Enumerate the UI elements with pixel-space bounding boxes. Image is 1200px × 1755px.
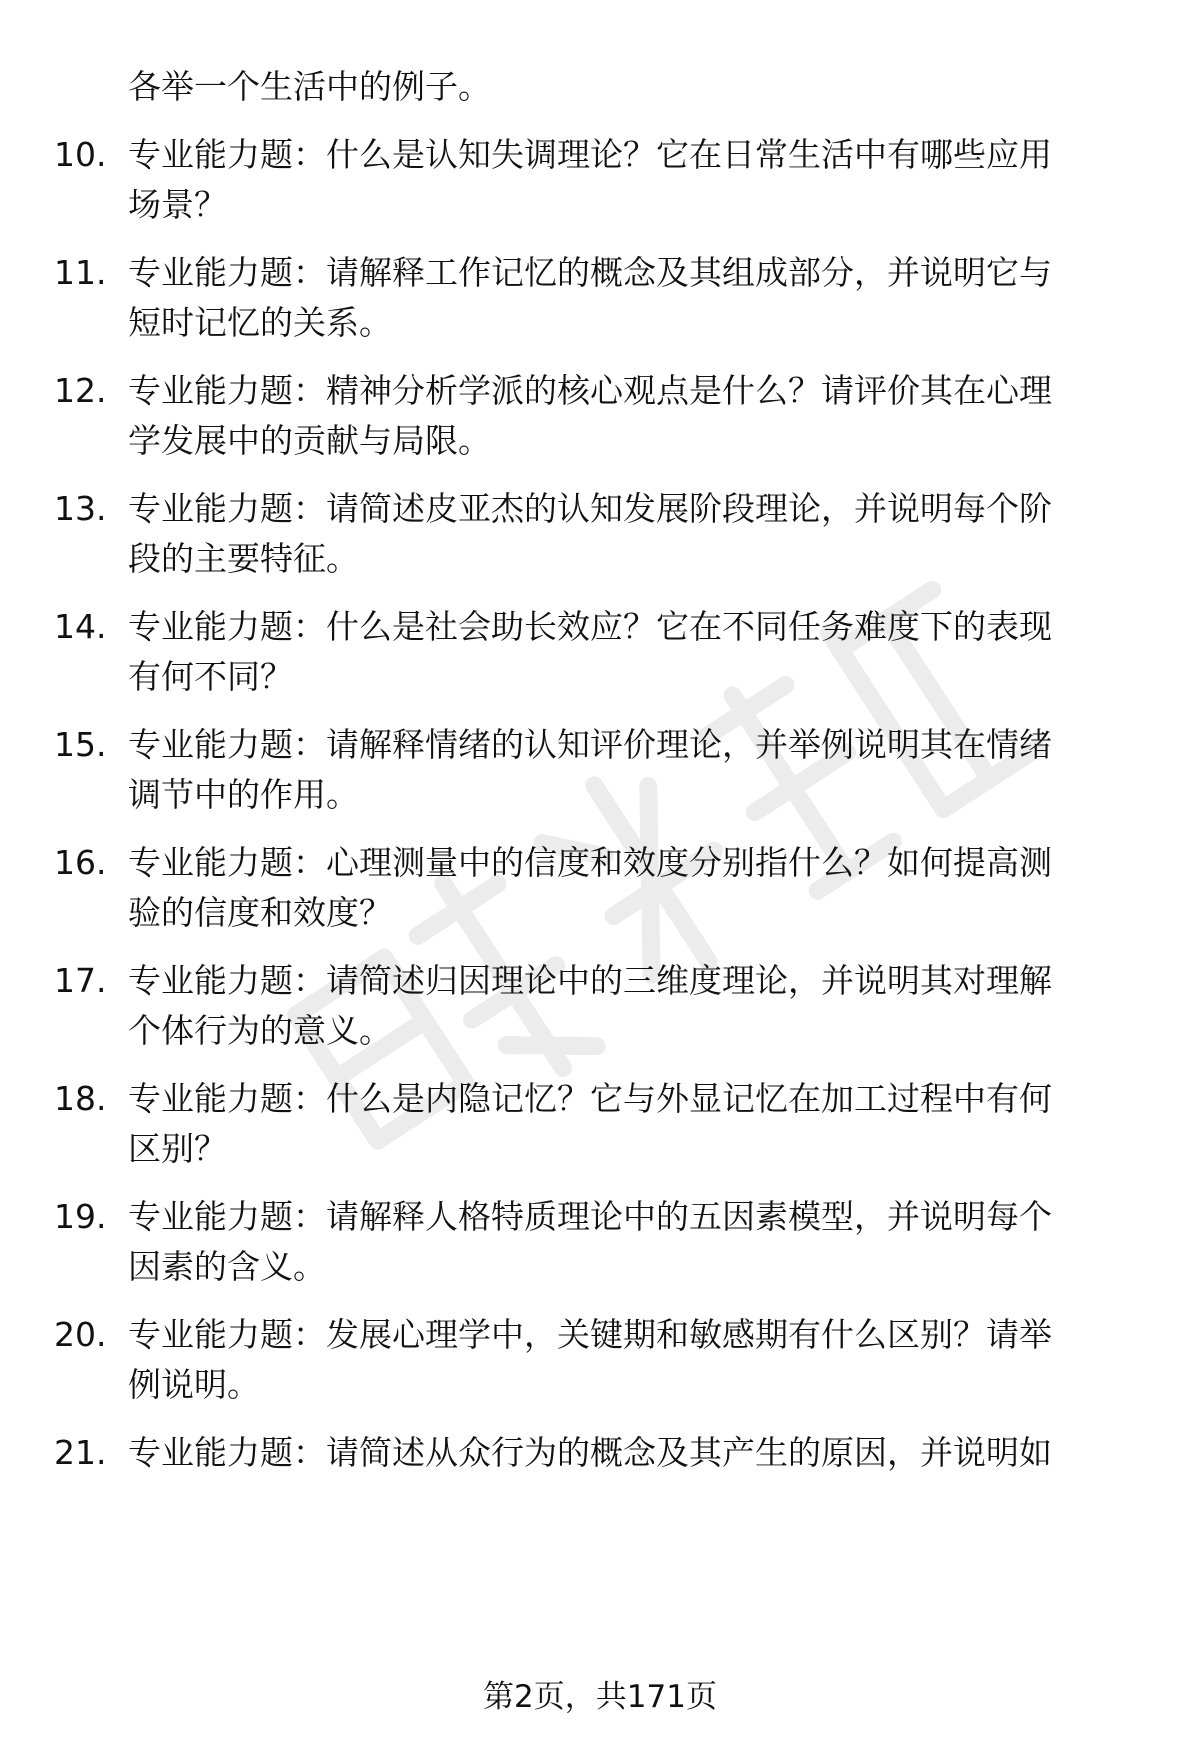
question-number: 19.: [54, 1197, 107, 1236]
question-number: 15.: [54, 725, 107, 764]
question-text: [128, 1428, 1138, 1478]
question-number: 18.: [54, 1079, 107, 1118]
question-line: 专业能力题：什么是内隐记忆？它与外显记忆在加工过程中有何: [128, 1079, 1052, 1118]
question-number: 12.: [54, 371, 107, 410]
question-item: [0, 1310, 1200, 1410]
question-item: [0, 366, 1200, 466]
continued-question-text: 各举一个生活中的例子。: [128, 67, 491, 106]
question-line: 专业能力题：请解释情绪的认知评价理论，并举例说明其在情绪: [128, 725, 1052, 764]
question-line: 专业能力题：请解释人格特质理论中的五因素模型，并说明每个: [128, 1197, 1052, 1236]
question-number: 17.: [54, 961, 107, 1000]
question-line: 区别？: [128, 1129, 227, 1168]
question-text: [128, 248, 1138, 348]
question-item: [0, 1428, 1200, 1478]
question-line: 个体行为的意义。: [128, 1011, 392, 1050]
question-line: 验的信度和效度？: [128, 893, 392, 932]
question-line: 专业能力题：请简述皮亚杰的认知发展阶段理论，并说明每个阶: [128, 489, 1052, 528]
question-number: 14.: [54, 607, 107, 646]
question-item: [0, 1192, 1200, 1292]
question-item: [0, 484, 1200, 584]
question-text: [128, 1074, 1138, 1174]
question-text: [128, 720, 1138, 820]
question-item: [0, 720, 1200, 820]
question-line: 例说明。: [128, 1365, 260, 1404]
question-text: [128, 366, 1138, 466]
question-line: 专业能力题：请简述归因理论中的三维度理论，并说明其对理解: [128, 961, 1052, 1000]
question-line: 专业能力题：请解释工作记忆的概念及其组成部分，并说明它与: [128, 253, 1052, 292]
question-line: 专业能力题：什么是认知失调理论？它在日常生活中有哪些应用: [128, 135, 1052, 174]
question-number: 11.: [54, 253, 107, 292]
question-item: [0, 1074, 1200, 1174]
question-text: [128, 838, 1138, 938]
question-number: 21.: [54, 1433, 107, 1472]
question-line: 学发展中的贡献与局限。: [128, 421, 491, 460]
question-line: 场景？: [128, 185, 227, 224]
question-line: 专业能力题：发展心理学中，关键期和敏感期有什么区别？请举: [128, 1315, 1052, 1354]
question-text: [128, 484, 1138, 584]
question-number: 13.: [54, 489, 107, 528]
question-item: [0, 602, 1200, 702]
question-line: 有何不同？: [128, 657, 293, 696]
question-text: [128, 130, 1138, 230]
question-text: [128, 602, 1138, 702]
question-item: [0, 838, 1200, 938]
question-text: [128, 1310, 1138, 1410]
question-item: [0, 248, 1200, 348]
question-item: [0, 956, 1200, 1056]
question-line: 段的主要特征。: [128, 539, 359, 578]
question-line: 调节中的作用。: [128, 775, 359, 814]
question-text: [128, 956, 1138, 1056]
question-number: 16.: [54, 843, 107, 882]
question-text: [128, 1192, 1138, 1292]
page-footer: 第2页，共171页: [483, 1679, 717, 1715]
question-line: 专业能力题：心理测量中的信度和效度分别指什么？如何提高测: [128, 843, 1052, 882]
question-line: 专业能力题：精神分析学派的核心观点是什么？请评价其在心理: [128, 371, 1052, 410]
question-item: [0, 130, 1200, 230]
question-number: 20.: [54, 1315, 107, 1354]
question-line: 短时记忆的关系。: [128, 303, 392, 342]
question-number: 10.: [54, 135, 107, 174]
question-line: 因素的含义。: [128, 1247, 326, 1286]
question-line: 专业能力题：请简述从众行为的概念及其产生的原因，并说明如: [128, 1433, 1052, 1472]
question-line: 专业能力题：什么是社会助长效应？它在不同任务难度下的表现: [128, 607, 1052, 646]
